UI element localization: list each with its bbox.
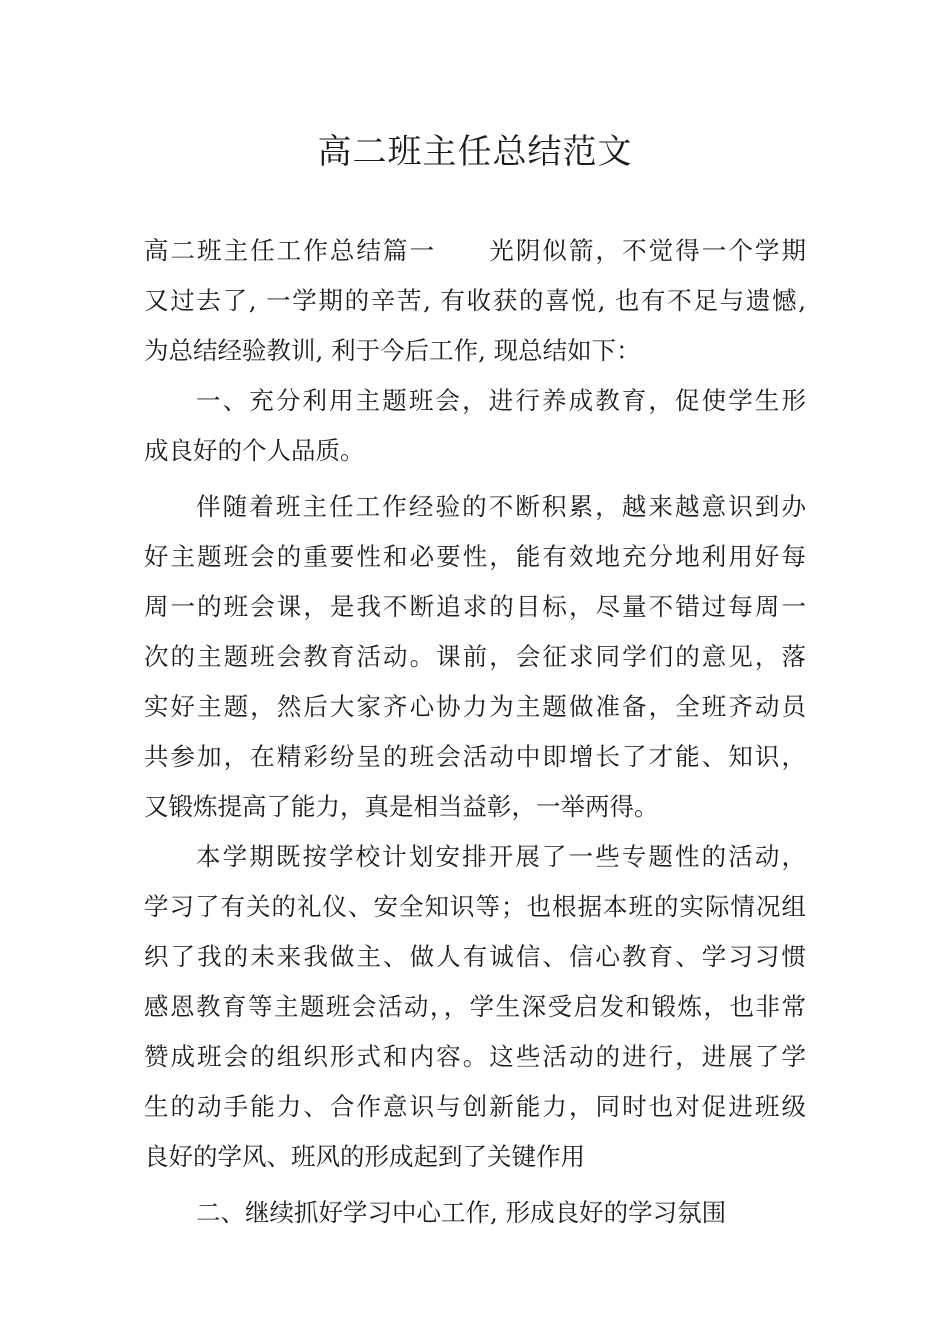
text-line: 为总结经验教训, 利于今后工作, 现总结如下： [144, 336, 641, 365]
text-line: 实好主题，然后大家齐心协力为主题做准备，全班齐动员 [144, 692, 806, 721]
text-line: 一、充分利用主题班会，进行养成教育，促使学生形 [196, 386, 806, 415]
text-line: 织了我的未来我做主、做人有诚信、信心教育、学习习惯 [144, 942, 806, 971]
paragraph [144, 482, 806, 832]
paragraph [144, 376, 806, 476]
text-line: 生的动手能力、合作意识与创新能力，同时也对促进班级 [144, 1092, 806, 1121]
paragraph [144, 832, 806, 1182]
text-line: 周一的班会课，是我不断追求的目标，尽量不错过每周一 [144, 592, 806, 621]
text-line: 高二班主任工作总结篇一 光阴似箭，不觉得一个学期 [144, 236, 806, 265]
paragraph [144, 1188, 806, 1238]
text-line: 感恩教育等主题班会活动，，学生深受启发和锻炼，也非常 [144, 992, 806, 1021]
paragraph [144, 226, 806, 376]
text-line: 共参加，在精彩纷呈的班会活动中即增长了才能、知识， [144, 742, 806, 771]
text-line: 又过去了, 一学期的辛苦, 有收获的喜悦, 也有不足与遗憾, [144, 286, 806, 315]
text-line: 本学期既按学校计划安排开展了一些专题性的活动， [196, 842, 806, 871]
text-line: 学习了有关的礼仪、安全知识等；也根据本班的实际情况组 [144, 892, 806, 921]
text-line: 二、继续抓好学习中心工作, 形成良好的学习氛围 [196, 1198, 727, 1227]
text-line: 次的主题班会教育活动。课前，会征求同学们的意见，落 [144, 642, 806, 671]
text-line: 成良好的个人品质。 [144, 436, 365, 465]
text-line: 又锻炼提高了能力，真是相当益彰，一举两得。 [144, 792, 659, 821]
text-line: 好主题班会的重要性和必要性，能有效地充分地利用好每 [144, 542, 806, 571]
text-line: 良好的学风、班风的形成起到了关键作用 [144, 1142, 585, 1171]
document-title: 高二班主任总结范文 [317, 132, 633, 172]
text-line: 赞成班会的组织形式和内容。这些活动的进行，进展了学 [144, 1042, 806, 1071]
text-line: 伴随着班主任工作经验的不断积累，越来越意识到办 [196, 492, 806, 521]
document-body [144, 226, 806, 1238]
